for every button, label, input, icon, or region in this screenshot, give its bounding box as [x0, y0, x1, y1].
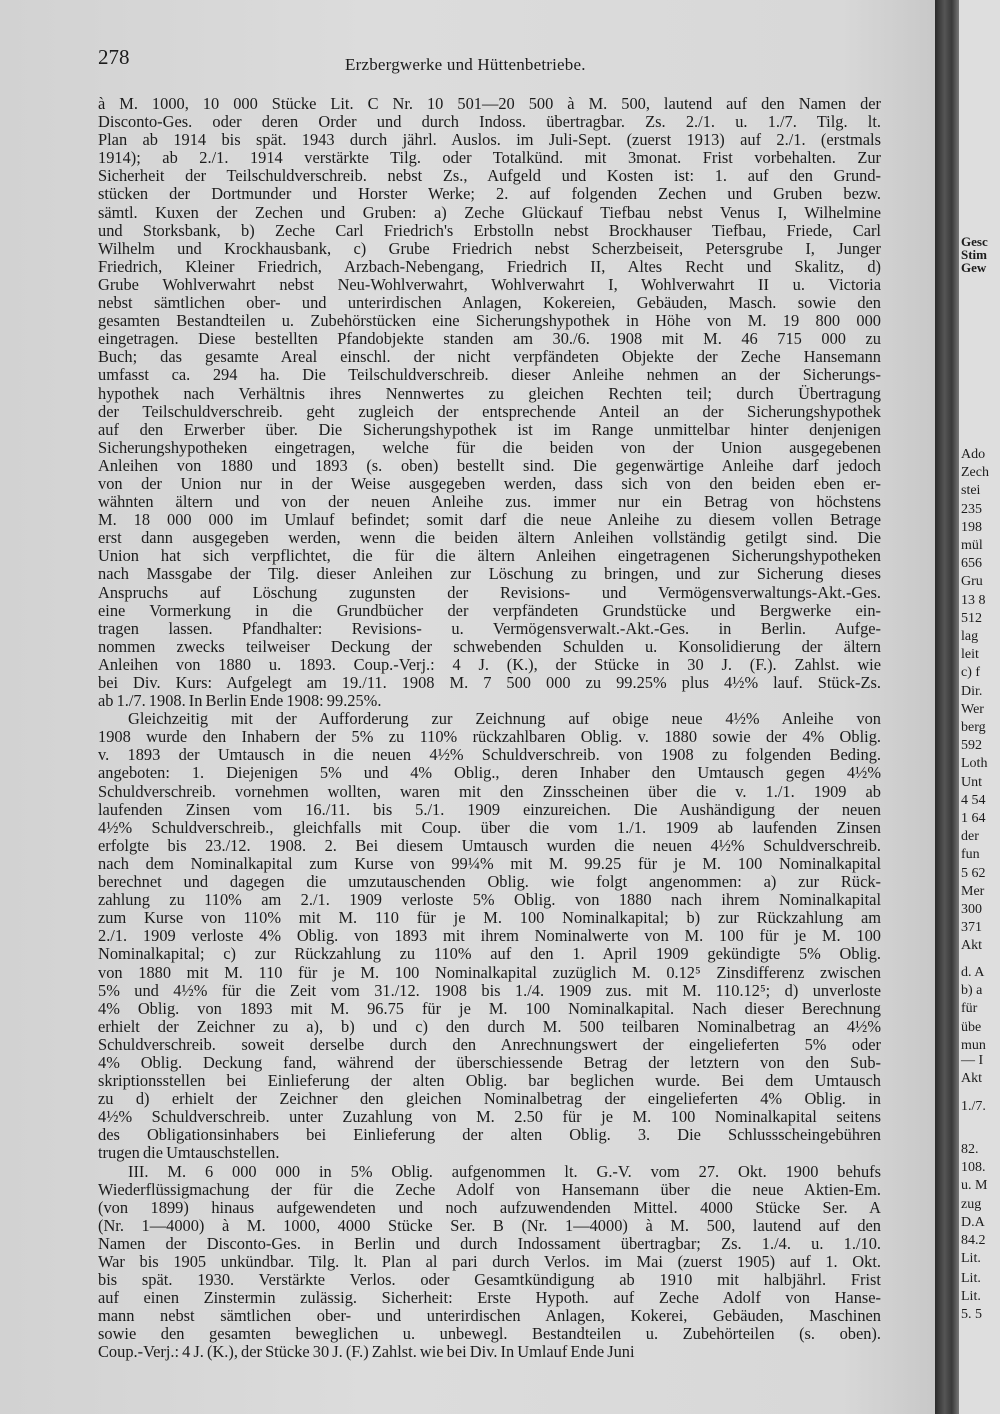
text-fragment: mül: [961, 538, 983, 554]
text-line: berechnet und dagegen die umzutauschenden Oblig. wie folgt angenommen: a) zur Rück-: [98, 873, 881, 892]
text-fragment: Ado: [961, 447, 986, 462]
text-line: 1908 wurde den Inhabern der 5% zu 110% rückzahlbaren Oblig. v. 1880 sowie der 4% Oblig.: [98, 728, 881, 747]
text-line: Anspruchs auf Löschung zugunsten der Revisions- und Vermögensverwaltungs-Akt.-Ges.: [98, 583, 881, 602]
text-fragment: 5. 5: [961, 1307, 982, 1323]
text-line: sowie den gesamten beweglichen u. unbewegl. Bestandteilen u. Zubehörteilen (s. oben).: [98, 1325, 881, 1344]
text-fragment: 656: [961, 556, 982, 572]
text-fragment: 84.2: [961, 1233, 986, 1249]
text-fragment: 300: [961, 902, 982, 918]
text-line: Friedrich, Kleiner Friedrich, Arzbach-Nebengang, Friedrich II, Altes Recht und Skalitz, d): [98, 257, 881, 276]
text-fragment: Lit.: [961, 1289, 981, 1305]
text-fragment: der: [961, 829, 979, 845]
text-line: Anleihen von 1880 u. 1893. Coup.-Verj.: 4 J. (K.), der Stücke in 30 J. (F.). Zahlst. wie: [98, 655, 881, 674]
text-fragment: Gru: [961, 574, 983, 590]
text-line: Plan ab 1914 bis spät. 1943 durch jährl. Auslos. im Juli-Sept. (zuerst 1913) auf 2./1. (erstmals: [98, 131, 881, 150]
page-number: 278: [98, 45, 130, 69]
text-line: auf einen Zinstermin zulässig. Sicherheit: Erste Hypoth. auf Zeche Adolf von Hanse-: [98, 1289, 881, 1308]
text-line: nommen zwecks teilweiser Deckung der schwebenden Schulden u. Konsolidierung der ältern: [98, 637, 881, 656]
text-line: v. 1893 der Umtausch in die neuen 4½% Schuldverschreib. von 1908 zu folgenden Beding.: [98, 746, 881, 765]
text-fragment: zug: [961, 1196, 982, 1212]
body-text: [98, 95, 881, 1362]
text-line: Sicherungshypotheken eingetragen, welche für die beiden von der Union ausgegebenen: [98, 438, 881, 457]
text-line: mann nebst sämtlichen ober- und unterirdischen Anlagen, Kokerei, Gebäuden, Maschinen: [98, 1307, 881, 1326]
text-fragment: c) f: [961, 665, 981, 681]
running-title: Erzbergwerke und Hüttenbetriebe.: [345, 55, 586, 74]
text-fragment: Gesc: [961, 234, 988, 249]
text-line: 4½% Schuldverschreib., gleichfalls mit Coup. über die vom 1./1. 1909 ab laufenden Zinsen: [98, 818, 881, 837]
text-fragment: Lit.: [961, 1251, 981, 1267]
text-fragment: Stim: [961, 247, 987, 262]
text-line: umfasst ca. 294 ha. Die Teilschuldverschreib. dieser Anleihe nehmen an der Sicherungs-: [98, 366, 881, 385]
text-line: und Storksbank, b) Zeche Carl Friedrich's Erbstolln nebst Brockhauser Tiefbau, Friede, Carl: [98, 221, 881, 240]
text-line: Disconto-Ges. oder deren Order und durch Indoss. übertragbar. Zs. 2./1. u. 1./7. Tilg. lt.: [98, 113, 881, 132]
text-fragment: 4 54: [961, 792, 986, 808]
text-fragment: 592: [961, 738, 982, 754]
text-fragment: für: [961, 1001, 978, 1017]
text-line: III. M. 6 000 000 in 5% Oblig. aufgenommen lt. G.-V. vom 27. Okt. 1900 behufs: [128, 1162, 881, 1181]
text-line: Grube Wohlverwahrt nebst Neu-Wohlverwahrt, Wohlverwahrt I, Wohlverwahrt II u. Victoria: [98, 275, 881, 294]
text-fragment: 5 62: [961, 865, 986, 881]
text-line: erhielt der Zeichner zu a), b) und c) den durch M. 500 teilbaren Nominalbetrag an 4½%: [98, 1017, 881, 1036]
text-line: Schuldverschreib. vornehmen wollten, waren mit den Zinsscheinen über die v. 1./1. 1909 ab: [98, 782, 881, 801]
fragment-group: [961, 235, 988, 274]
text-line: erfolgte bis 23./12. 1908. 2. Bei diesem Umtausch wurden die neuen 4½% Schuldverschreib.: [98, 836, 881, 855]
text-fragment: stei: [961, 483, 981, 499]
text-line: zu d) erhielt der Zeichner den gleichen Nominalbetrag der eingelieferten 4% Oblig. in: [98, 1090, 881, 1109]
text-line: nach Massgabe der Tilg. dieser Anleihen zur Löschung zu bringen, und zur Sicherung dieses: [98, 565, 881, 584]
text-fragment: D.A: [961, 1214, 985, 1230]
text-line: sämtl. Kuxen der Zechen und Gruben: a) Zeche Glückauf Tiefbau nebst Venus I, Wilhelmine: [98, 203, 881, 222]
text-line: eine Vormerkung in die Grundbücher der verpfändeten Grundstücke und Bergwerke ein-: [98, 601, 881, 620]
text-fragment: u. M: [961, 1178, 988, 1194]
text-fragment: Unt: [961, 774, 982, 790]
text-fragment: Akt: [961, 938, 982, 954]
text-line: Schuldverschreib. soweit derselbe durch den Anrechnungswert der eingelieferten 5% oder: [98, 1035, 881, 1054]
text-line: (Nr. 1—4000) à M. 1000, 4000 Stücke Ser. B (Nr. 1—4000) à M. 500, lautend auf den: [98, 1216, 881, 1235]
text-line: 4½% Schuldverschreib. unter Zuzahlung von M. 2.50 für je M. 100 Nominalkapital seitens: [98, 1108, 881, 1127]
text-line: Wiederflüssigmachung der für die Zeche Adolf von Hansemann über die neue Aktien-Em.: [98, 1180, 881, 1199]
text-line: Nominalkapital; c) zur Rückzahlung zu 110% auf den 1. April 1909 gekündigte 5% Oblig.: [98, 945, 881, 964]
text-fragment: mun: [961, 1037, 986, 1053]
text-line: Anleihen von 1880 und 1893 (s. oben) bestellt sind. Die gegenwärtige Anleihe darf jedoch: [98, 456, 881, 475]
text-fragment: Akt: [961, 1071, 982, 1087]
paragraph: [98, 95, 881, 710]
text-line: zahlung zu 110% am 2./1. 1909 verloste 5% Oblig. von 1880 nach ihrem Nominalkapital: [98, 891, 881, 910]
text-fragment: Dir.: [961, 683, 983, 699]
text-fragment: berg: [961, 720, 986, 736]
adjacent-page-edge: [959, 0, 1000, 1414]
text-line: angeboten: 1. Diejenigen 5% und 4% Oblig., deren Inhaber den Umtausch gegen 4½%: [98, 764, 881, 783]
text-fragment: — I: [961, 1053, 984, 1068]
text-fragment: lag: [961, 629, 979, 645]
text-line: hypothek nach Verhältnis ihres Nennwertes zu gleichen Rechten teil; durch Übertragung: [98, 384, 881, 403]
text-fragment: b) a: [961, 983, 983, 999]
text-fragment: 13 8: [961, 592, 986, 608]
text-line: wähnten ältern und von der neuen Anleihe zus. immer nur ein Betrag von höchstens: [98, 493, 881, 512]
text-line: Gleichzeitig mit der Aufforderung zur Zeichnung auf obige neue 4½% Anleihe von: [128, 710, 881, 729]
paragraph: [98, 710, 881, 1162]
text-line: 2./1. 1909 verloste 4% Oblig. von 1893 mit ihrem Nominalwerte von M. 100 für je M. 100: [98, 927, 881, 946]
text-fragment: Loth: [961, 756, 988, 772]
text-line: von der Union nur in der Weise ausgegeben werden, dass sich von den beiden eben er-: [98, 474, 881, 493]
text-fragment: 82.: [961, 1142, 979, 1157]
text-line: 4% Oblig. Deckung fand, während der überschiessende Betrag der letztern von den Sub-: [98, 1053, 881, 1072]
text-fragment: 512: [961, 610, 982, 626]
text-line: bei Div. Kurs: Aufgelegt am 19./11. 1908 M. 7 500 000 zu 99.25% plus 4½% lauf. Stück-Zs.: [98, 674, 881, 692]
fragment-group: [961, 1270, 982, 1325]
text-line: à M. 1000, 10 000 Stücke Lit. C Nr. 10 501—20 500 à M. 500, lautend auf den Namen der: [98, 95, 881, 113]
text-line: 4% Oblig. von 1893 mit M. 96.75 für je M. 100 Nominalkapital. Nach dieser Berechnung: [98, 999, 881, 1018]
text-fragment: fun: [961, 847, 980, 863]
text-line: des Obligationsinhabers bei Einlieferung der alten Oblig. 3. Die Schlussscheingebühren: [98, 1126, 881, 1145]
text-line: zum Kurse von 110% mit M. 110 für je M. 100 Nominalkapital; b) zur Rückzahlung am: [98, 909, 881, 928]
text-line: Wilhelm und Krockhausbank, c) Grube Friedrich nebst Scherzbeiseit, Petersgrube I, Junger: [98, 239, 881, 258]
text-line: nebst sämtlichen ober- und unterirdischen Anlagen, Kokereien, Gebäuden, Masch. sowie den: [98, 294, 881, 313]
text-line: bis spät. 1930. Verstärkte Verlos. oder Gesamtkündigung ab 1910 mit halbjährl. Frist: [98, 1271, 881, 1290]
text-fragment: d. A: [961, 965, 985, 980]
text-line: stücken der Dortmunder und Horster Werke; 2. auf folgenden Zechen und Gruben bezw.: [98, 185, 881, 204]
text-fragment: Zech: [961, 465, 989, 481]
text-line: War bis 1905 unkündbar. Tilg. lt. Plan al pari durch Verlos. im Mai (zuerst 1905) auf 1. Okt.: [98, 1253, 881, 1271]
paragraph: [98, 1163, 881, 1362]
text-line: (von 1899) hinaus aufgewendeten und noch aufzuwendenden Mittel. 4000 Stücke Ser. A: [98, 1198, 881, 1217]
text-fragment: Gew: [961, 260, 987, 275]
text-fragment: 371: [961, 920, 982, 936]
text-fragment: leit: [961, 647, 979, 663]
text-line: der Teilschuldverschreib. geht zugleich der entsprechende Anteil an der Sicherungshypothek: [98, 402, 881, 421]
text-line: M. 18 000 000 im Umlauf befindet; somit darf die neue Anleihe zu diesem vollen Betrage: [98, 511, 881, 530]
text-line: Union hat sich verpflichtet, die für die ältern Anleihen eingetragenen Sicherungshypotheken: [98, 547, 881, 566]
text-line: 5% und 4½% für die Zeit vom 31./12. 1908 bis 1./4. 1909 zus. mit M. 110.12⁵; d) unverloste: [98, 981, 881, 1000]
book-gutter: [935, 0, 959, 1414]
text-line: 1914); ab 2./1. 1914 verstärkte Tilg. oder Totalkünd. mit 3monat. Frist vorbehalten. Zur: [98, 149, 881, 168]
text-line: nach dem Nominalkapital zum Kurse von 99¼% mit M. 99.25 für je M. 100 Nominalkapital: [98, 854, 881, 873]
text-line: gesamten Bestandteilen u. Zubehörstücken eine Sicherungshypothek in Höhe von M. 19 800 000: [98, 312, 881, 331]
text-line: von 1880 mit M. 110 für je M. 100 Nominalkapital zuzüglich M. 0.12⁵ Zinsdifferenz zwischen: [98, 963, 881, 982]
fragment-group: [961, 446, 989, 956]
text-line: skriptionsstellen bei Einlieferung der alten Oblig. bar beglichen wurde. Bei dem Umtausch: [98, 1072, 881, 1091]
text-fragment: Mer: [961, 883, 985, 899]
text-fragment: übe: [961, 1019, 982, 1035]
text-line: tragen lassen. Pfandhalter: Revisions- u. Vermögensverwalt.-Akt.-Ges. in Berlin. Aufge-: [98, 619, 881, 638]
fragment-group: [961, 1052, 983, 1088]
text-fragment: 235: [961, 501, 982, 517]
text-fragment: 108.: [961, 1160, 986, 1176]
fragment-group: [961, 964, 986, 1055]
text-fragment: Wer: [961, 701, 984, 717]
fragment-group: [961, 1141, 987, 1268]
text-fragment: Lit.: [961, 1271, 981, 1286]
text-line: eingetragen. Diese bestellten Pfandobjekte standen am 30./6. 1908 mit M. 46 715 000 zu: [98, 330, 881, 349]
fragment-group: [961, 1098, 986, 1116]
text-line: ab 1./7. 1908. In Berlin Ende 1908: 99.25%.: [98, 692, 382, 711]
text-line: Namen der Disconto-Ges. in Berlin und durch Indossament übertragbar; Zs. 1./4. u. 1./10.: [98, 1234, 881, 1253]
text-fragment: 1 64: [961, 811, 986, 827]
text-line: erst dann ausgegeben werden, wenn die beiden ältern Anleihen vollständig getilgt sind. Die: [98, 529, 881, 548]
text-line: trugen die Umtauschstellen.: [98, 1144, 280, 1163]
text-fragment: 198: [961, 519, 982, 535]
text-line: laufenden Zinsen vom 16./11. bis 5./1. 1909 einzureichen. Die Aushändigung der neuen: [98, 800, 881, 819]
text-line: auf den Erwerber über. Die Sicherungshypothek ist im Range unmittelbar hinter denjenigen: [98, 420, 881, 439]
text-line: Coup.-Verj.: 4 J. (K.), der Stücke 30 J. (F.) Zahlst. wie bei Div. In Umlauf Ende Juni: [98, 1343, 635, 1362]
text-line: Sicherheit der Teilschuldverschreib. nebst Zs., Aufgeld und Kosten ist: 1. auf den Grund-: [98, 167, 881, 186]
text-line: Buch; das gesamte Areal einschl. der nicht verpfändeten Objekte der Zeche Hansemann: [98, 348, 881, 367]
text-fragment: 1./7.: [961, 1099, 986, 1114]
